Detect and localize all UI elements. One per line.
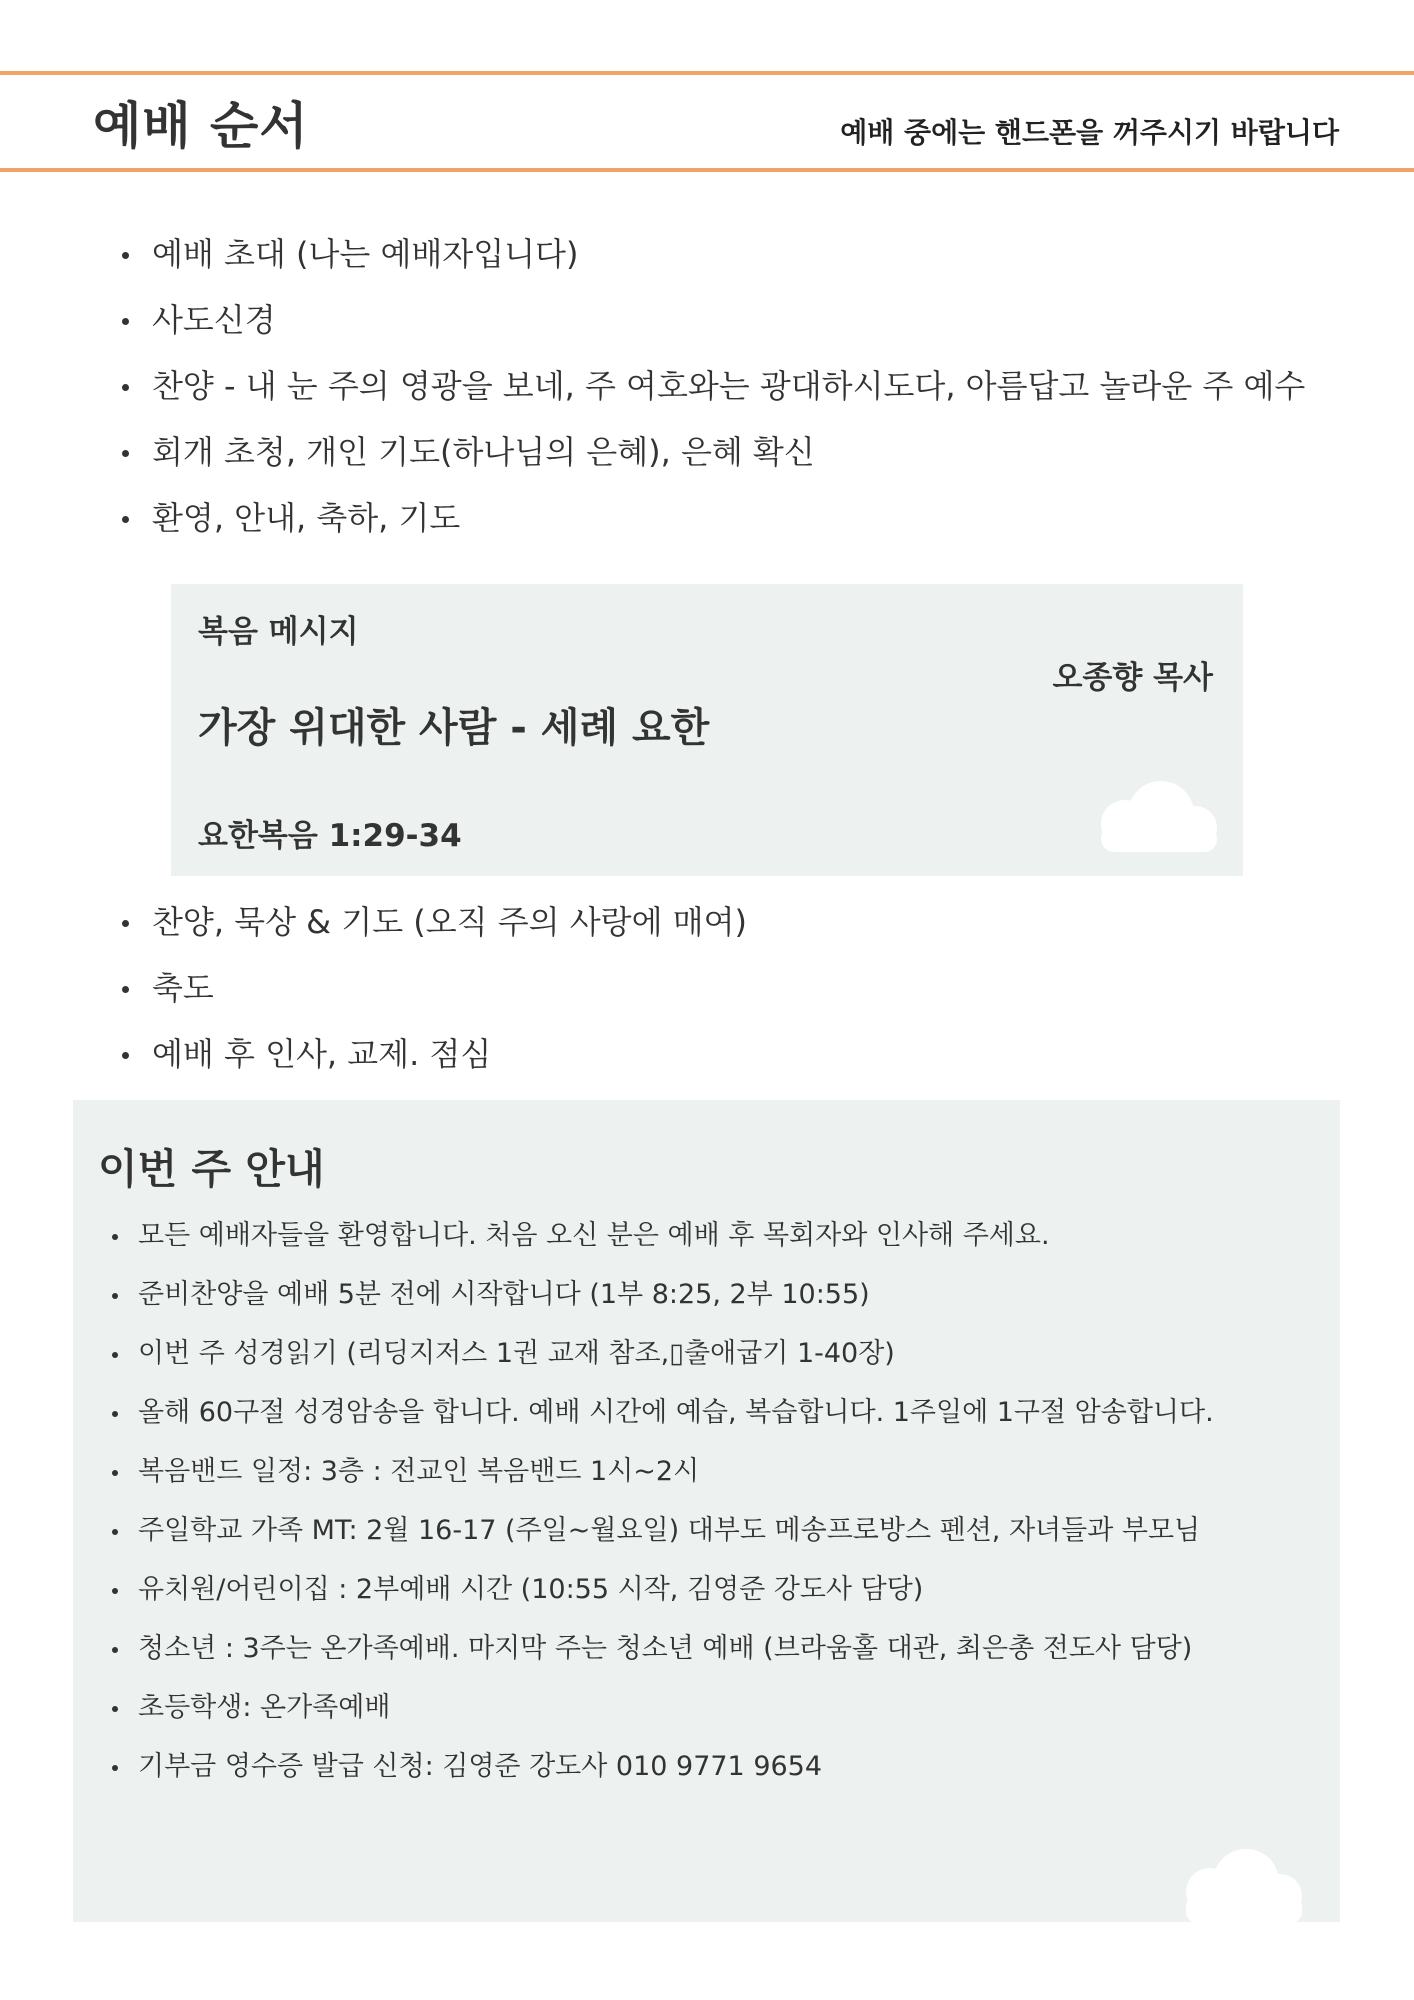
sermon-pastor: 오종향 목사 [1052,660,1213,696]
order-item: 축도 [115,965,747,1031]
news-item: 복음밴드 일정: 3층 : 전교인 복음밴드 1시~2시 [108,1452,1214,1511]
page-title: 예배 순서 [93,97,309,155]
order-item: 환영, 안내, 축하, 기도 [115,495,1305,561]
news-item: 기부금 영수증 발급 신청: 김영준 강도사 010 9771 9654 [108,1747,1214,1806]
news-item: 준비찬양을 예배 5분 전에 시작합니다 (1부 8:25, 2부 10:55) [108,1275,1214,1334]
news-item: 청소년 : 3주는 온가족예배. 마지막 주는 청소년 예배 (브라움홀 대관, 최은총 전도사 담당) [108,1629,1214,1688]
news-item: 모든 예배자들을 환영합니다. 처음 오신 분은 예배 후 목회자와 인사해 주세요. [108,1216,1214,1275]
order-item: 회개 초청, 개인 기도(하나님의 은혜), 은혜 확신 [115,429,1305,495]
order-item: 찬양, 묵상 & 기도 (오직 주의 사랑에 매여) [115,899,747,965]
order-item: 사도신경 [115,297,1305,363]
header-top-rule [0,71,1414,75]
cloud-icon [1174,1848,1310,1922]
order-item: 예배 초대 (나는 예배자입니다) [115,231,1305,297]
phone-notice: 예배 중에는 핸드폰을 꺼주시기 바랍니다 [840,116,1339,149]
sermon-title: 가장 위대한 사람 - 세례 요한 [198,705,710,751]
worship-order-bottom [115,899,747,1097]
news-list [108,1216,1214,1806]
news-item: 올해 60구절 성경암송을 합니다. 예배 시간에 예습, 복습합니다. 1주일에 1구절 암송합니다. [108,1393,1214,1452]
sermon-label: 복음 메시지 [198,614,359,650]
news-item: 유치원/어린이집 : 2부예배 시간 (10:55 시작, 김영준 강도사 담당) [108,1570,1214,1629]
weekly-news-panel [73,1100,1340,1922]
header-bottom-rule [0,168,1414,172]
order-item: 찬양 - 내 눈 주의 영광을 보네, 주 여호와는 광대하시도다, 아름답고 놀라운 주 예수 [115,363,1305,429]
order-item: 예배 후 인사, 교제. 점심 [115,1031,747,1097]
news-item: 주일학교 가족 MT: 2월 16-17 (주일~월요일) 대부도 메송프로방스 펜션, 자녀들과 부모님 [108,1511,1214,1570]
sermon-box [171,584,1243,876]
sermon-verse: 요한복음 1:29-34 [198,818,462,854]
news-item: 이번 주 성경읽기 (리딩지저스 1권 교재 참조,▯출애굽기 1-40장) [108,1334,1214,1393]
cloud-icon [1089,780,1225,856]
news-heading: 이번 주 안내 [98,1145,325,1193]
worship-order-top [115,231,1305,561]
news-item: 초등학생: 온가족예배 [108,1688,1214,1747]
